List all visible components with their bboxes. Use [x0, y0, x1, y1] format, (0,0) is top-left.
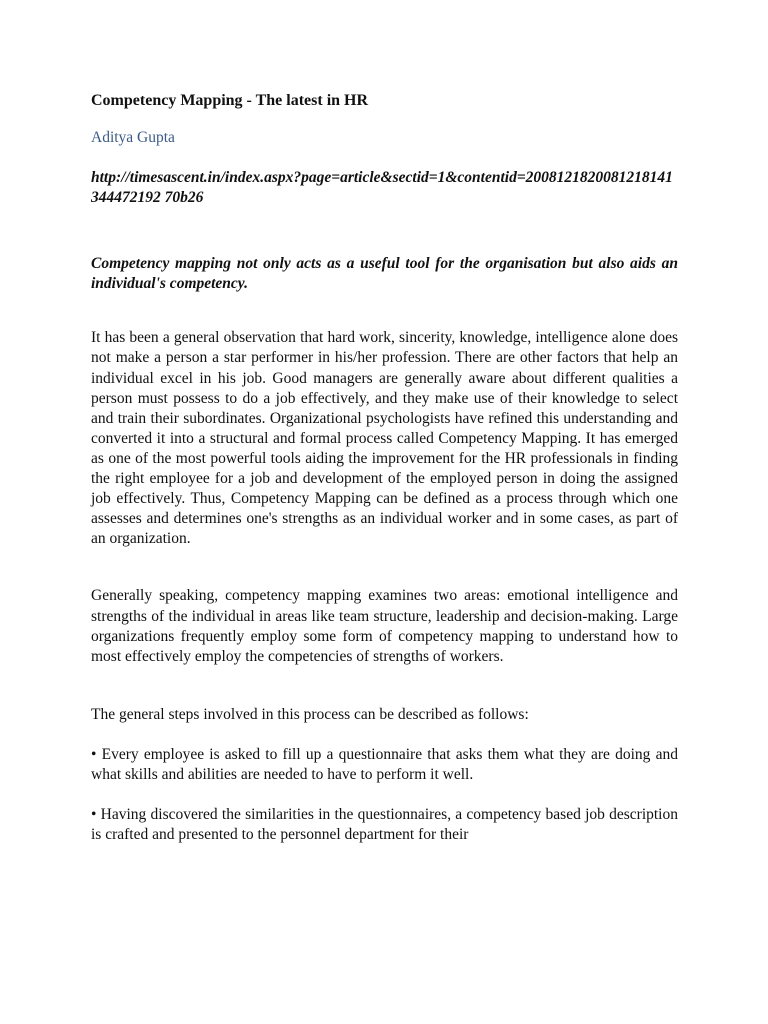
- bullet-item-2: • Having discovered the similarities in the questionnaires, a competency based job description is crafted and presented to the personnel department for their: [91, 806, 678, 844]
- body-paragraph-1: It has been a general observation that hard work, sincerity, knowledge, intelligence alone does not make a person a star performer in his/her profession. There are other factors that help an individual excel in his job. Good managers are generally aware about different qualities a person must possess to do a job effectively, and they make use of their knowledge to select and train their subordinates. Organizational psychologists have refined this understanding and converted it into a structural and formal process called Competency Mapping. It has emerged as one of the most powerful tools aiding the improvement for the HR professionals in finding the right employee for a job and development of the employed person in doing the assigned job effectively. Thus, Competency Mapping can be defined as a process through which one assesses and determines one's strengths as an individual worker and in some cases, as part of an organization.: [91, 329, 678, 548]
- document-page: [91, 91, 678, 845]
- bullet-item-1: • Every employee is asked to fill up a questionnaire that asks them what they are doing and what skills and abilities are needed to have to perform it well.: [91, 745, 678, 783]
- body-paragraph-3: The general steps involved in this process can be described as follows:: [91, 705, 529, 723]
- body-paragraph-2: Generally speaking, competency mapping examines two areas: emotional intelligence and strengths of the individual in areas like team structure, leadership and decision-making. Large organizations frequently employ some form of competency mapping to understand how to most effectively employ the competencies of strengths of workers.: [91, 587, 678, 665]
- article-lead: Competency mapping not only acts as a useful tool for the organisation but also aids an individual's competency.: [91, 255, 678, 293]
- article-source-url: http://timesascent.in/index.aspx?page=article&sectid=1&contentid=2008121820081218141344472192 70b26: [91, 169, 673, 207]
- article-title: Competency Mapping - The latest in HR: [91, 92, 369, 109]
- article-author: Aditya Gupta: [91, 129, 175, 146]
